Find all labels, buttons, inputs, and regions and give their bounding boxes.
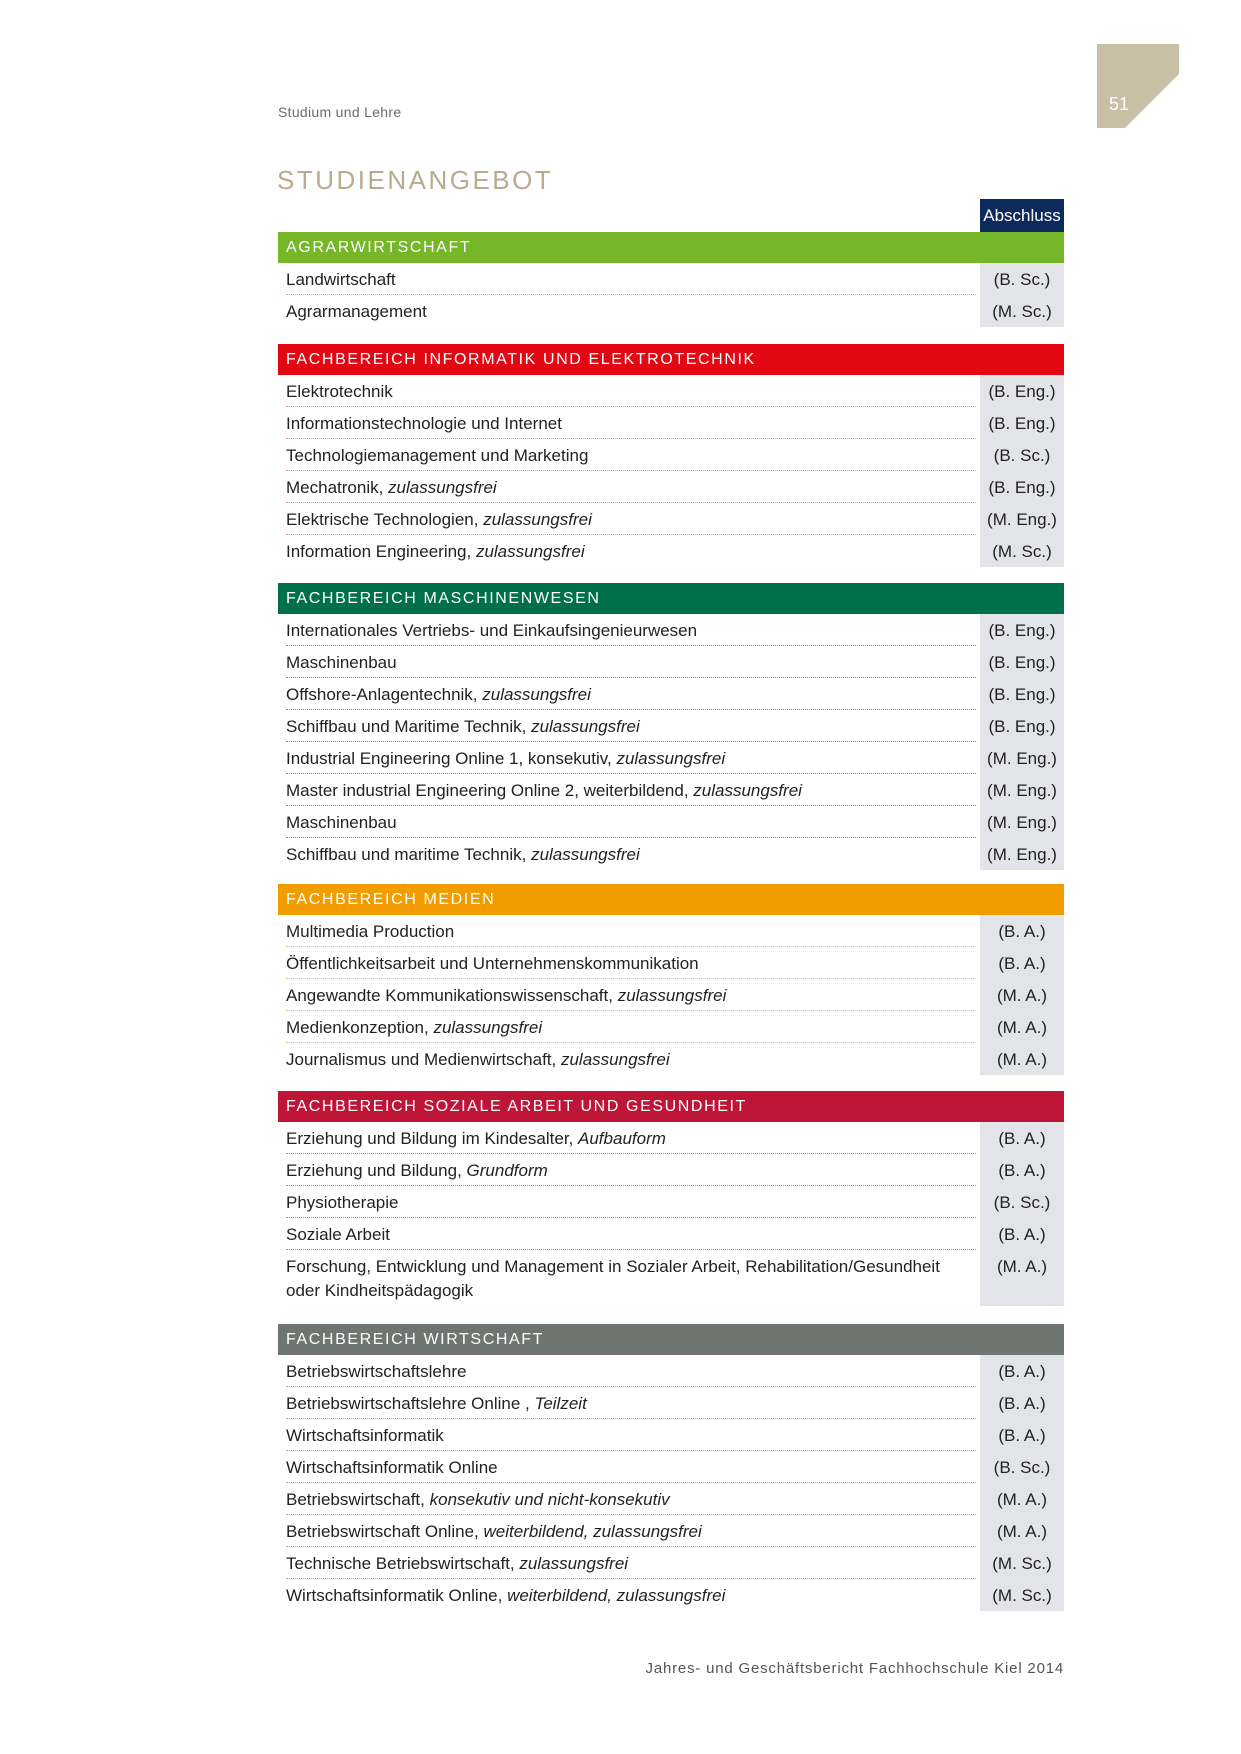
program-row <box>278 471 1064 503</box>
program-title: Internationales Vertriebs- und Einkaufsingenieurwesen <box>286 621 698 640</box>
degree-label: (B. Sc.) <box>993 1193 1051 1212</box>
program-note: weiterbildend, zulassungsfrei <box>483 1522 702 1541</box>
program-title: Industrial Engineering Online 1, konsekutiv, <box>286 749 617 768</box>
program-title: Information Engineering, <box>286 542 476 561</box>
program-name <box>286 1584 976 1608</box>
running-head: Studium und Lehre <box>278 104 402 120</box>
group-header: FACHBEREICH SOZIALE ARBEIT UND GESUNDHEIT <box>278 1091 1064 1122</box>
program-name <box>286 651 976 675</box>
program-row <box>278 439 1064 471</box>
degree-label: (B. Eng.) <box>988 478 1056 497</box>
program-note: konsekutiv und nicht-konsekutiv <box>429 1490 670 1509</box>
degree-label: (M. Sc.) <box>992 302 1052 321</box>
program-note: zulassungsfrei <box>475 542 585 561</box>
program-name <box>286 1191 976 1215</box>
program-title: Elektrische Technologien, <box>286 510 484 529</box>
program-name <box>286 1520 976 1544</box>
program-row <box>278 1122 1064 1154</box>
program-row <box>278 1515 1064 1547</box>
program-name <box>286 1223 976 1247</box>
degree-label: (B. Eng.) <box>988 685 1056 704</box>
program-name <box>286 1392 976 1416</box>
degree-label: (M. Eng.) <box>987 510 1057 529</box>
program-name <box>286 920 976 944</box>
group-header: FACHBEREICH INFORMATIK UND ELEKTROTECHNIK <box>278 344 1064 375</box>
degree-label: (B. Sc.) <box>993 1458 1051 1477</box>
group-header: FACHBEREICH WIRTSCHAFT <box>278 1324 1064 1355</box>
program-title: Wirtschaftsinformatik Online, <box>286 1586 508 1605</box>
program-name <box>286 779 976 803</box>
program-note: zulassungsfrei <box>519 1554 629 1573</box>
degree-label: (B. A.) <box>998 1225 1046 1244</box>
program-name <box>286 1456 976 1480</box>
degree-label: (B. Eng.) <box>988 717 1056 736</box>
program-note: Grundform <box>466 1161 548 1180</box>
program-row <box>278 915 1064 947</box>
program-group <box>278 583 1064 870</box>
program-row <box>278 1250 1064 1306</box>
section-title: STUDIENANGEBOT <box>277 165 554 195</box>
program-name <box>286 1488 976 1512</box>
program-note: zulassungsfrei <box>483 510 592 529</box>
degree-label: (M. Eng.) <box>987 845 1057 864</box>
program-row <box>278 1154 1064 1186</box>
degree-label: (B. A.) <box>998 1426 1046 1445</box>
program-row <box>278 1483 1064 1515</box>
program-name <box>286 843 976 867</box>
program-name <box>286 747 976 771</box>
program-title: Physiotherapie <box>286 1193 399 1212</box>
group-header: AGRARWIRTSCHAFT <box>278 232 1064 263</box>
footer: Jahres- und Geschäftsbericht Fachhochschule Kiel 2014 <box>645 1660 1064 1677</box>
program-title: Informationstechnologie und Internet <box>286 414 562 433</box>
degree-label: (M. A.) <box>996 1522 1048 1541</box>
program-note: zulassungsfrei <box>617 986 727 1005</box>
group-header: FACHBEREICH MEDIEN <box>278 884 1064 915</box>
degree-label: (B. A.) <box>998 1129 1046 1148</box>
program-group <box>278 232 1064 327</box>
degree-label: (B. Eng.) <box>988 382 1056 401</box>
program-title: Technologiemanagement und Marketing <box>286 446 589 465</box>
program-name <box>286 952 976 976</box>
program-title: Maschinenbau <box>286 653 397 672</box>
program-title: Betriebswirtschaftslehre <box>286 1362 467 1381</box>
program-title: Soziale Arbeit <box>286 1225 390 1244</box>
program-row <box>278 1419 1064 1451</box>
program-row <box>278 407 1064 439</box>
program-row <box>278 503 1064 535</box>
program-group <box>278 884 1064 1075</box>
program-note: Teilzeit <box>534 1394 587 1413</box>
program-title: Öffentlichkeitsarbeit und Unternehmenskommunikation <box>286 954 699 973</box>
program-title: Betriebswirtschaftslehre Online , <box>286 1394 535 1413</box>
program-title: Mechatronik, <box>286 478 389 497</box>
program-name <box>286 683 976 707</box>
program-title: Offshore-Anlagentechnik, <box>286 685 483 704</box>
program-title: Technische Betriebswirtschaft, <box>286 1554 520 1573</box>
degree-label: (M. Sc.) <box>992 542 1052 561</box>
program-row <box>278 1451 1064 1483</box>
degree-label: (B. A.) <box>998 1161 1046 1180</box>
program-name <box>286 300 976 324</box>
degree-label: (B. A.) <box>998 954 1046 973</box>
program-row <box>278 375 1064 407</box>
program-row <box>278 1043 1064 1075</box>
degree-label: (B. Sc.) <box>993 270 1051 289</box>
program-title: Medienkonzeption, <box>286 1018 434 1037</box>
program-row <box>278 838 1064 870</box>
program-note: zulassungsfrei <box>482 685 591 704</box>
program-row <box>278 979 1064 1011</box>
degree-label: (M. Eng.) <box>987 813 1057 832</box>
degree-label: (B. Eng.) <box>988 653 1056 672</box>
degree-label: (B. A.) <box>998 922 1046 941</box>
program-title: Angewandte Kommunikationswissenschaft, <box>286 986 618 1005</box>
program-row <box>278 774 1064 806</box>
program-row <box>278 678 1064 710</box>
program-name <box>286 1552 976 1576</box>
program-name <box>286 984 976 1008</box>
program-name <box>286 1127 976 1151</box>
program-group <box>278 344 1064 567</box>
program-row <box>278 295 1064 327</box>
degree-label: (M. Sc.) <box>992 1554 1052 1573</box>
program-name <box>286 444 976 468</box>
program-row <box>278 1186 1064 1218</box>
program-row <box>278 1387 1064 1419</box>
degree-label: (M. A.) <box>996 1257 1048 1276</box>
program-name <box>286 1424 976 1448</box>
degree-label: (M. A.) <box>996 1050 1048 1069</box>
degree-label: (M. Eng.) <box>987 749 1057 768</box>
program-title: Betriebswirtschaft Online, <box>286 1522 484 1541</box>
program-name <box>286 1048 976 1072</box>
program-name <box>286 476 976 500</box>
program-name <box>286 540 976 564</box>
degree-label: (B. A.) <box>998 1394 1046 1413</box>
degree-label: (B. Eng.) <box>988 621 1056 640</box>
degree-label: (M. Sc.) <box>992 1586 1052 1605</box>
program-note: zulassungsfrei <box>531 845 640 864</box>
program-row <box>278 646 1064 678</box>
program-row <box>278 1011 1064 1043</box>
program-note: zulassungsfrei <box>388 478 497 497</box>
degree-label: (M. Eng.) <box>987 781 1057 800</box>
page-number: 51 <box>1108 94 1130 114</box>
program-name <box>286 508 976 532</box>
program-name <box>286 1016 976 1040</box>
degree-label: (B. Eng.) <box>988 414 1056 433</box>
group-header: FACHBEREICH MASCHINENWESEN <box>278 583 1064 614</box>
program-title: Landwirtschaft <box>286 270 396 289</box>
program-row <box>278 1579 1064 1611</box>
program-title: Journalismus und Medienwirtschaft, <box>286 1050 561 1069</box>
program-note: weiterbildend, zulassungsfrei <box>507 1586 726 1605</box>
program-title: Forschung, Entwicklung und Management in Sozialer Arbeit, Rehabilitation/Gesundheit oder Kindheitspädagogik <box>286 1257 940 1300</box>
program-title: Agrarmanagement <box>286 302 427 321</box>
program-title: Schiffbau und Maritime Technik, <box>286 717 532 736</box>
program-title: Wirtschaftsinformatik <box>286 1426 444 1445</box>
degree-label: (M. A.) <box>996 986 1048 1005</box>
program-title: Elektrotechnik <box>286 382 393 401</box>
program-note: zulassungsfrei <box>693 781 802 800</box>
program-name <box>286 1360 976 1384</box>
program-name <box>286 380 976 404</box>
program-row <box>278 806 1064 838</box>
program-name <box>286 412 976 436</box>
program-row <box>278 614 1064 646</box>
program-name <box>286 1159 976 1183</box>
program-title: Erziehung und Bildung, <box>286 1161 467 1180</box>
program-row <box>278 1218 1064 1250</box>
program-title: Multimedia Production <box>286 922 455 941</box>
program-note: zulassungsfrei <box>560 1050 670 1069</box>
program-row <box>278 1355 1064 1387</box>
program-note: zulassungsfrei <box>616 749 726 768</box>
program-note: Aufbauform <box>578 1129 666 1148</box>
program-row <box>278 947 1064 979</box>
program-name <box>286 619 976 643</box>
program-group <box>278 1324 1064 1611</box>
program-name <box>286 1255 976 1303</box>
program-group <box>278 1091 1064 1306</box>
program-title: Schiffbau und maritime Technik, <box>286 845 532 864</box>
program-title: Betriebswirtschaft, <box>286 1490 430 1509</box>
degree-label: (B. A.) <box>998 1362 1046 1381</box>
degree-label: (M. A.) <box>996 1490 1048 1509</box>
program-row <box>278 263 1064 295</box>
program-title: Erziehung und Bildung im Kindesalter, <box>286 1129 579 1148</box>
program-name <box>286 811 976 835</box>
degree-label: (M. A.) <box>996 1018 1048 1037</box>
page-tab <box>1097 44 1179 128</box>
abschluss-column-header: Abschluss <box>980 199 1064 232</box>
program-title: Wirtschaftsinformatik Online <box>286 1458 498 1477</box>
program-row <box>278 710 1064 742</box>
program-title: Maschinenbau <box>286 813 397 832</box>
program-name <box>286 268 976 292</box>
program-row <box>278 742 1064 774</box>
degree-label: (B. Sc.) <box>993 446 1051 465</box>
program-note: zulassungsfrei <box>531 717 640 736</box>
program-row <box>278 1547 1064 1579</box>
program-name <box>286 715 976 739</box>
program-row <box>278 535 1064 567</box>
program-title: Master industrial Engineering Online 2, weiterbildend, <box>286 781 694 800</box>
program-note: zulassungsfrei <box>433 1018 543 1037</box>
